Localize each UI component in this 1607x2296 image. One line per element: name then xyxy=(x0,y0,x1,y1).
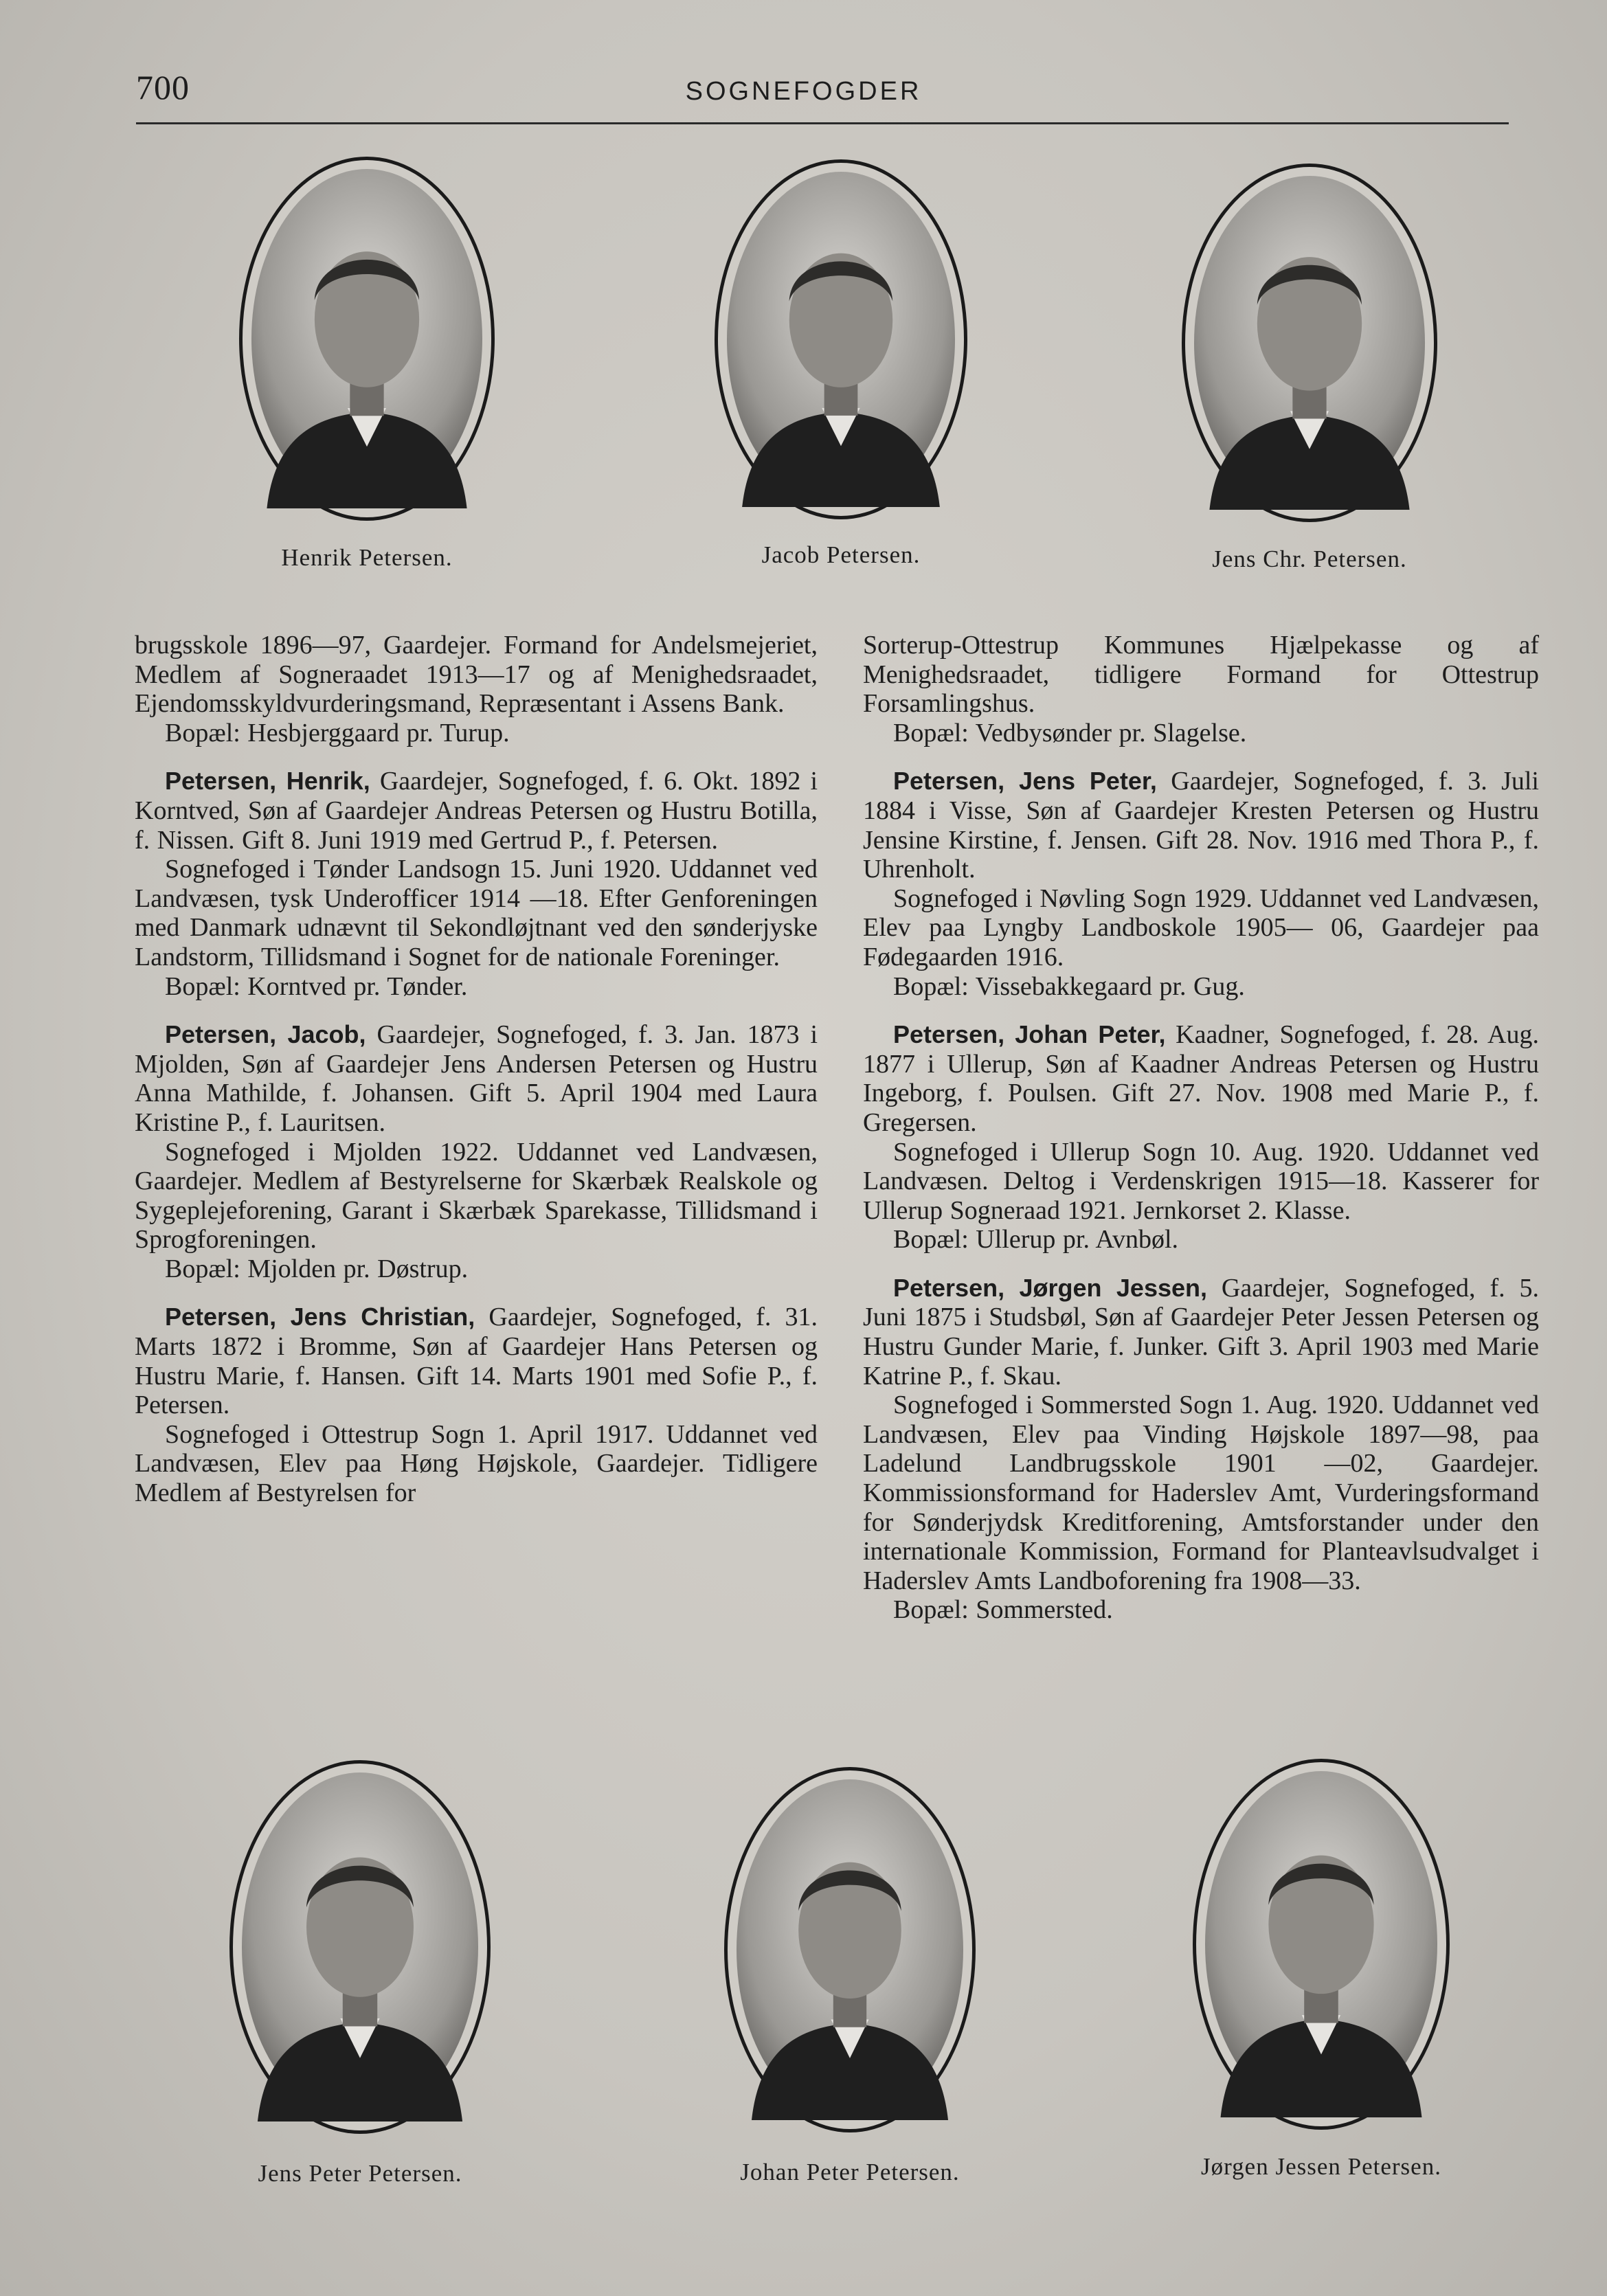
entry-career: Sognefoged i Nøvling Sogn 1929. Uddannet ved Landvæsen, Elev paa Lyngby Landboskole 1905— 06, Gaardejer paa Fødegaarden 1916. xyxy=(863,883,1539,971)
entry-jorgen-jessen-petersen xyxy=(863,1274,1539,1391)
caption-johan-peter-petersen: Johan Peter Petersen. xyxy=(740,2159,960,2185)
entry-johan-peter-petersen xyxy=(863,1020,1539,1137)
portrait-johan-peter-petersen xyxy=(724,1767,976,2132)
left-column xyxy=(135,631,818,1508)
entry-intro: Gaardejer, Sognefoged, f. 5. Juni 1875 i Studsbøl, Søn af Gaardejer Peter Jessen Petersen og Hustru Gunder Marie, f. Junker. Gift 3. April 1903 med Marie Katrine P., f. Skau. xyxy=(863,1273,1539,1391)
entry-name: Petersen, Jens Peter, xyxy=(893,767,1157,796)
entry-career: Sognefoged i Ullerup Sogn 10. Aug. 1920. Uddannet ved Landvæsen. Deltog i Verdenskrigen 1915—18. Kasserer for Ullerup Sogneraad 1921. Jernkorset 2. Klasse. xyxy=(863,1137,1539,1225)
entry-career: Sognefoged i Ottestrup Sogn 1. April 1917. Uddannet ved Landvæsen, Elev paa Høng Højskole, Gaardejer. Tidligere Medlem af Bestyrelsen for xyxy=(135,1419,818,1508)
entry-intro: Gaardejer, Sognefoged, f. 3. Juli 1884 i Visse, Søn af Gaardejer Kresten Petersen og Hustru Jensine Kirstine, f. Jensen. Gift 28. Nov. 1916 med Thora P., f. Uhrenholt. xyxy=(863,767,1539,884)
entry-jens-christian-petersen xyxy=(135,1303,818,1419)
residence: Bopæl: Korntved pr. Tønder. xyxy=(165,971,468,1001)
residence: Bopæl: Ullerup pr. Avnbøl. xyxy=(893,1225,1179,1254)
caption-jorgen-jessen-petersen: Jørgen Jessen Petersen. xyxy=(1201,2153,1441,2180)
portrait-image xyxy=(737,1779,963,2120)
entry-intro: Gaardejer, Sognefoged, f. 31. Marts 1872 i Bromme, Søn af Gaardejer Hans Petersen og Hustru Marie, f. Hansen. Gift 14. Marts 1901 med Sofie P., f. Petersen. xyxy=(135,1303,818,1420)
entry-name: Petersen, Jens Christian, xyxy=(165,1303,475,1331)
continuation-text: Sorterup-Ottestrup Kommunes Hjælpekasse og af Menighedsraadet, tidligere Formand for Ottestrup Forsamlingshus. xyxy=(863,631,1539,719)
header-rule xyxy=(136,122,1509,124)
caption-jens-chr-petersen: Jens Chr. Petersen. xyxy=(1212,545,1407,572)
caption-henrik-petersen: Henrik Petersen. xyxy=(281,544,453,571)
residence: Bopæl: Vissebakkegaard pr. Gug. xyxy=(893,971,1245,1001)
portrait-image xyxy=(727,172,955,507)
running-head: SOGNEFOGDER xyxy=(685,77,922,106)
entry-name: Petersen, Jacob, xyxy=(165,1020,366,1049)
entry-name: Petersen, Jørgen Jessen, xyxy=(893,1273,1207,1302)
entry-career: Sognefoged i Sommersted Sogn 1. Aug. 1920. Uddannet ved Landvæsen, Elev paa Vinding Højskole 1897—98, paa Ladelund Landbrugsskole 1901 —02, Gaardejer. Kommissionsformand for Haderslev Amt, Vurderingsformand for Sønderjydsk Kreditforening, Amtsforstander under den internationale Kommission, Formand for Planteavlsudvalget i Haderslev Amts Landboforening fra 1908—33. xyxy=(863,1391,1539,1595)
entry-career: Sognefoged i Tønder Landsogn 15. Juni 1920. Uddannet ved Landvæsen, tysk Underofficer 1914 —18. Efter Genforeningen med Danmark udnævnt til Sekondløjtnant ved den sønderjyske Landstorm, Tillidsmand i Sognet for de nationale Foreninger. xyxy=(135,855,818,971)
portrait-henrik-petersen xyxy=(239,157,495,521)
entry-jens-peter-petersen xyxy=(863,767,1539,883)
entry-intro: Gaardejer, Sognefoged, f. 3. Jan. 1873 i Mjolden, Søn af Gaardejer Jens Andersen Petersen og Hustru Anna Mathilde, f. Johansen. Gift 5. April 1904 med Laura Kristine P., f. Lauritsen. xyxy=(135,1020,818,1137)
portrait-image xyxy=(1205,1771,1437,2117)
residence: Bopæl: Vedbysønder pr. Slagelse. xyxy=(893,718,1247,747)
entry-name: Petersen, Johan Peter, xyxy=(893,1020,1166,1049)
residence: Bopæl: Mjolden pr. Døstrup. xyxy=(165,1254,469,1283)
caption-jens-peter-petersen: Jens Peter Petersen. xyxy=(258,2160,462,2187)
portrait-jens-chr-petersen xyxy=(1182,164,1437,522)
portrait-image xyxy=(242,1772,478,2121)
portrait-image xyxy=(251,169,482,508)
entry-intro: Gaardejer, Sognefoged, f. 6. Okt. 1892 i Korntved, Søn af Gaardejer Andreas Petersen og Hustru Botilla, f. Nissen. Gift 8. Juni 1919 med Gertrud P., f. Petersen. xyxy=(135,767,818,855)
entry-name: Petersen, Henrik, xyxy=(165,767,370,796)
portrait-image xyxy=(1194,176,1425,510)
caption-jacob-petersen: Jacob Petersen. xyxy=(761,541,921,568)
right-column xyxy=(863,631,1539,1625)
residence: Bopæl: Hesbjerggaard pr. Turup. xyxy=(165,718,510,747)
portrait-jens-peter-petersen xyxy=(229,1760,491,2134)
page-number: 700 xyxy=(136,68,190,106)
entry-jacob-petersen xyxy=(135,1020,818,1137)
portrait-jacob-petersen xyxy=(715,159,967,519)
entry-career: Sognefoged i Mjolden 1922. Uddannet ved Landvæsen, Gaardejer. Medlem af Bestyrelserne for Skærbæk Realskole og Sygeplejeforening, Garant i Skærbæk Sparekasse, Tillidsmand i Sprogforeningen. xyxy=(135,1137,818,1254)
continuation-text: brugsskole 1896—97, Gaardejer. Formand for Andelsmejeriet, Medlem af Sogneraadet 1913—17 og af Menighedsraadet, Ejendomsskyldvurderingsmand, Repræsentant i Assens Bank. xyxy=(135,631,818,719)
entry-intro: Kaadner, Sognefoged, f. 28. Aug. 1877 i Ullerup, Søn af Kaadner Andreas Petersen og Hustru Ingeborg, f. Poulsen. Gift 27. Nov. 1908 med Marie P., f. Gregersen. xyxy=(863,1020,1539,1137)
portrait-jorgen-jessen-petersen xyxy=(1193,1759,1450,2130)
entry-henrik-petersen xyxy=(135,767,818,855)
residence: Bopæl: Sommersted. xyxy=(893,1595,1113,1625)
